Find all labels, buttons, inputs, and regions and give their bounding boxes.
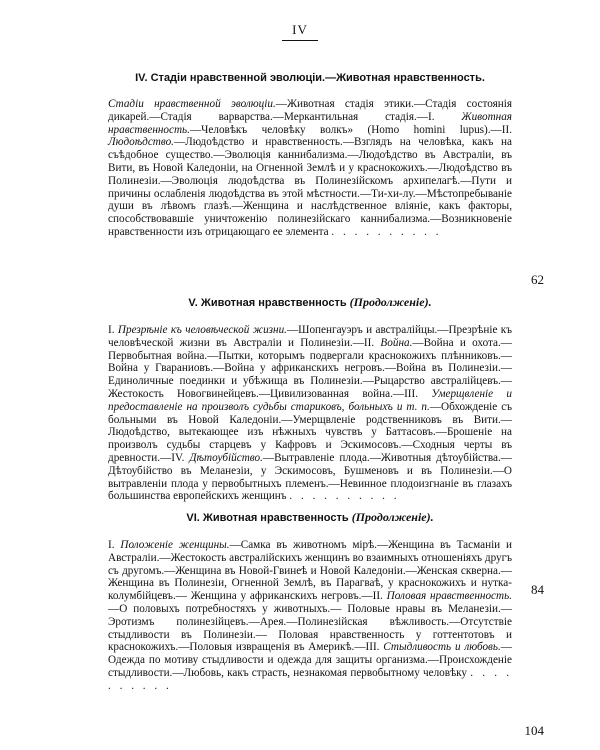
summary-run: Умерщвленіе и предоставленіе на произволъ судьбы стариковъ, больныхъ и т. п. [108,387,512,413]
summary-run: Положеніе женщины. [120,539,230,551]
dot-leader: . . . . . . . . . . [331,225,442,238]
dot-leader: . . . . . . . . . . [289,490,400,503]
summary-run: Презрѣніе къ человѣческой жизни. [117,324,287,336]
summary-run: Война. [380,336,413,349]
page-ref: 84 [531,582,544,597]
summary-run: —Вытравленіе плода.—Животныя дѣтоубійства.—Дѣтоубійство въ Меланезіи, у Эскимосовъ, Бушменовъ и въ Полинезіи.—О вытравленіи плода у первобытныхъ племенъ.—Невинное плодоизгнаніе въ глазахъ большинства европейскихъ женщинъ [108,451,512,503]
section-summary [108,98,512,239]
summary-run: —Шопенгауэръ и австралійцы.—Презрѣніе къ человѣческой жизни въ Австраліи и Полинезіи.—II. [108,324,512,349]
page-number-rule [282,40,318,41]
summary-run: —Людоѣдство и нравственность.—Взглядъ на человѣка, какъ на съѣдобное существо.—Эволюція каннибализма.—Людоѣдство въ Австраліи, въ Вити, въ Новой Каледоніи, на Огненной Землѣ и у краснокожихъ.—Людоѣдство въ Полинезіи.—Эволюція людоѣдства въ Полинезійскомъ архипелагѣ.—Пути и причины ослабленія людоѣдства въ этой мѣстности.—Ти-хи-лу.—Мѣстопребываніе души въ лѣвомъ глазѣ.—Женщина и наслѣдственное вліяніе, какъ факторы, способствовавшіе уничтоженію полинезійскаго каннибализма.—Возникновеніе нравственности изъ отрицающаго ее элемента [108,136,512,238]
section-summary [108,324,512,503]
summary-run: I. [108,324,118,336]
summary-run: —Животная стадія этики.—Стадія состоянія дикарей.—Стадія варварства.—Меркантильная стадія.—I. [108,98,512,123]
summary-run: Людоѣдство. [108,136,174,149]
section-title-paren: (Продолженіе). [349,295,432,309]
summary-run: Дѣтоубійство. [189,451,263,464]
section-heading [108,72,512,84]
page-ref: 104 [524,723,544,738]
summary-run: —Обхожденіе съ больными въ Новой Каледоніи.—Умерщвленіе родственниковъ въ Вити.—Людоѣдство, вытекающее изъ нѣжныхъ чувствъ у Баттасовъ.—Брошеніе на произволъ судьбы старцевъ у Кафровъ и Эскимосовъ.—Сходныя черты въ древности.—IV. [108,400,512,464]
section-numeral: VI. [186,512,200,524]
section-numeral: IV. [135,72,148,84]
section-title: Животная нравственность [200,297,347,309]
summary-run: —Человѣкъ человѣку волкъ» (Homo homini lupus).—II. [189,123,512,136]
summary-run: —О половыхъ потребностяхъ у животныхъ.— Половые нравы въ Меланезіи.—Эротизмъ полинезійцевъ.—Арея.—Полинезійская вѣжливость.—Отсутствіе стыдливости въ Полинезіи.— Половая нравственность у готтентотовъ и краснокожихъ.—Половыя извращенія въ Америкѣ.—III. [108,602,512,654]
summary-run: I. [108,539,121,551]
summary-run: Животная нравственность. [108,110,512,136]
summary-run: —Самка въ животномъ мірѣ.—Женщина въ Тасманіи и Австраліи.—Жестокость австралійскихъ женщинъ во взаимныхъ отношеніяхъ другъ съ другомъ.—Женщина въ Новой-Гвинеѣ и Новой Каледоніи.—Женская скверна.—Женщина въ Полинезіи, Огненной Землѣ, въ Парагваѣ, у краснокожихъ и нутка-колумбійцевъ.— Женщина у африканскихъ негровъ.—II. [108,539,513,603]
summary-run: Половая нравственность. [386,590,512,603]
summary-run: —Одежда по мотиву стыдливости и одежда для защиты организма.—Происхожденіе стыдливости.—Любовь, какъ страсть, незнакомая первобытному человѣку [108,641,512,679]
summary-run: Стадіи нравственной эволюціи. [108,98,276,110]
section-title-paren: (Продолженіе). [351,510,434,524]
summary-run: —Война и охота.—Первобытная война.—Пытки, которымъ подвергали краснокожихъ плѣнниковъ.—Война у Гвараниовъ.—Война у африканскихъ негровъ.—Война въ Полинезіи.—Единоличные поединки и убѣжища въ Полинезіи.—Рыцарство австралійцевъ.—Жестокость Новогвинейцевъ.—Цивилизованная война.—III. [108,336,512,400]
section-heading [108,295,512,310]
summary-run: Стыдливость и любовь. [383,641,501,654]
section-numeral: V. [188,297,198,309]
page-number: IV [292,22,308,37]
section-heading [108,510,512,525]
section-title: Животная нравственность [202,512,349,524]
section-title: Стадіи нравственной эволюціи.—Животная нравственность. [150,72,485,84]
page-ref: 62 [531,272,544,287]
dot-leader: . . . . . . . . . . [108,666,513,692]
section-summary [108,539,512,693]
toc-section-iv [108,72,544,287]
